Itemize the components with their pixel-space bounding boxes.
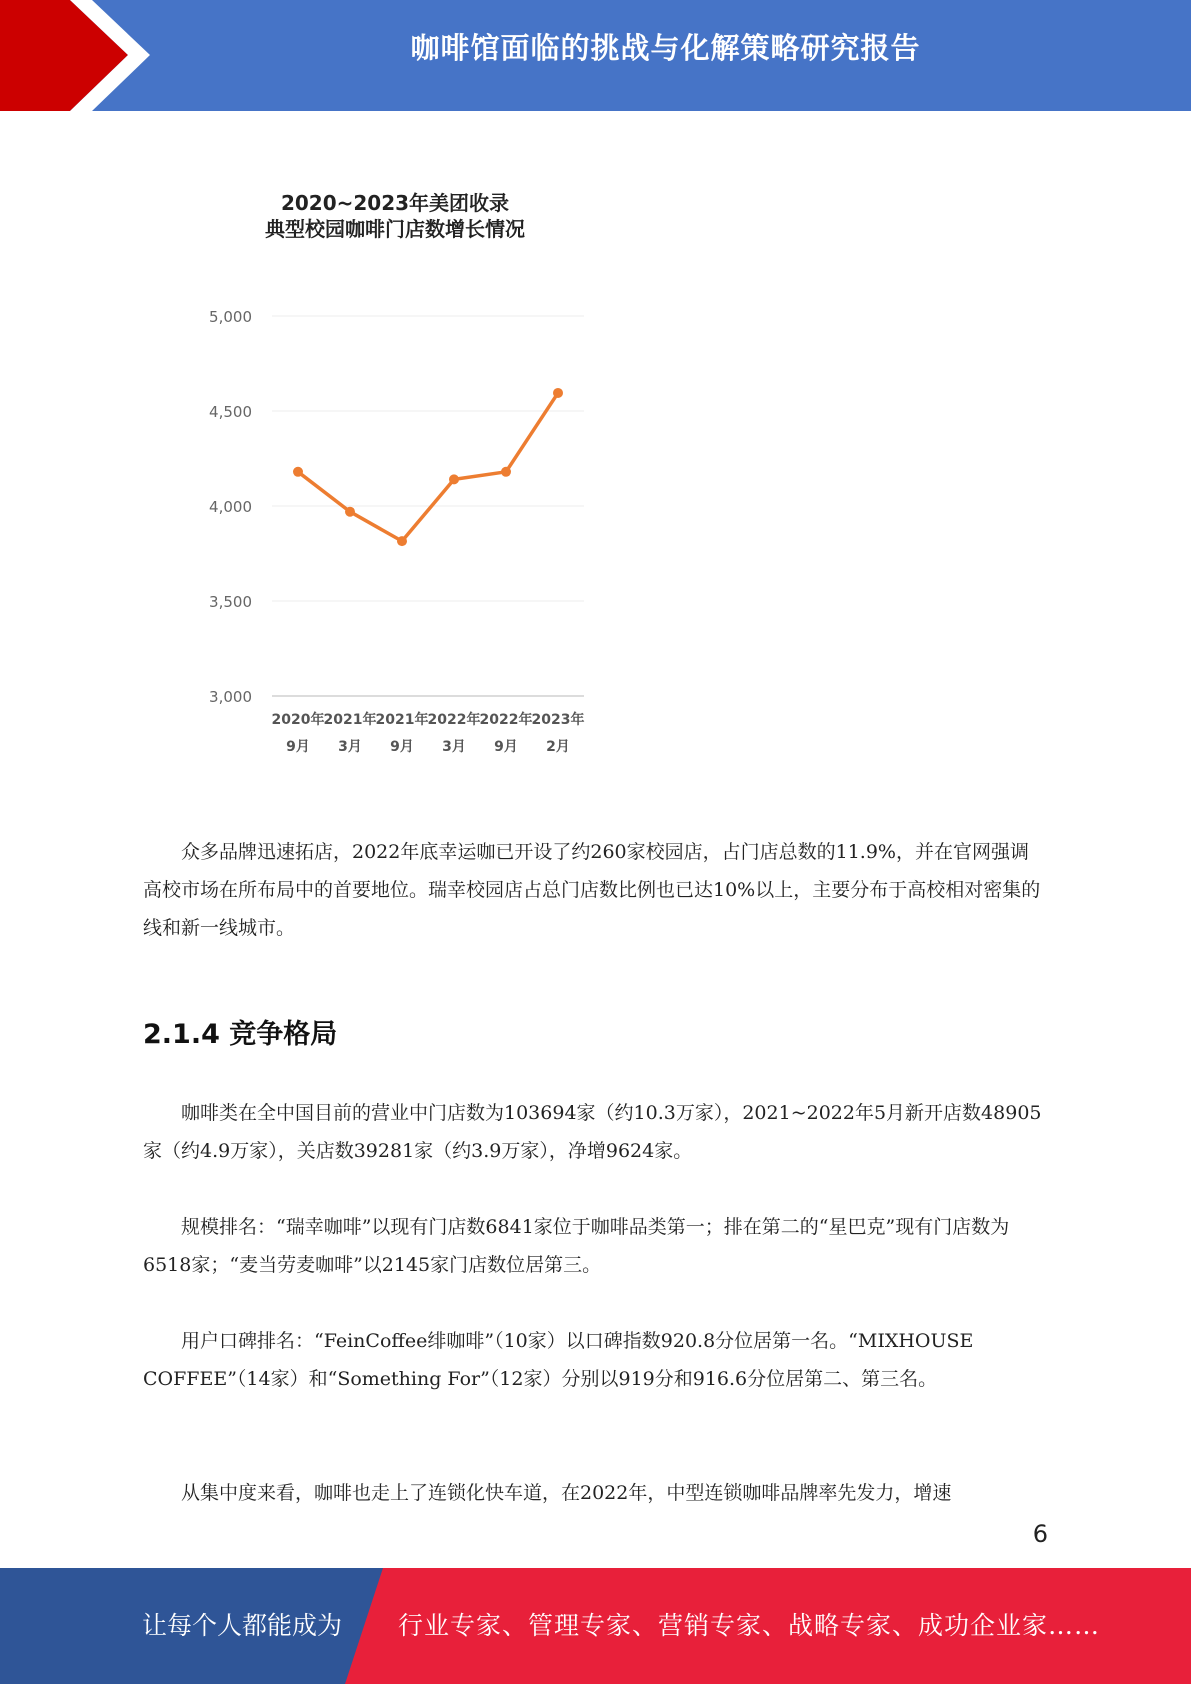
chart-svg	[180, 180, 610, 770]
chart-title-line2: 典型校园咖啡门店数增长情况	[265, 217, 525, 241]
x-tick-label: 2021年	[323, 712, 377, 728]
x-tick-label: 9月	[390, 739, 414, 755]
y-tick-label: 3,000	[209, 688, 252, 706]
line-chart	[180, 180, 610, 770]
page-footer	[0, 1568, 1191, 1684]
x-tick-label: 9月	[494, 739, 518, 755]
chart-title-line1: 2020~2023年美团收录	[280, 191, 510, 215]
series-line	[298, 393, 558, 541]
data-point	[449, 474, 459, 484]
x-tick-label: 9月	[286, 739, 310, 755]
data-point	[553, 388, 563, 398]
footer-slogan-left: 让每个人都能成为	[142, 1611, 343, 1640]
page-header	[0, 0, 1191, 111]
page-number: 6	[1032, 1520, 1048, 1548]
x-tick-label: 2022年	[427, 712, 481, 728]
x-tick-label: 2022年	[479, 712, 533, 728]
paragraph-campus-stores: 众多品牌迅速拓店，2022年底幸运咖已开设了约260家校园店，占门店总数的11.9%，并在官网强调高校市场在所布局中的首要地位。瑞幸校园店占总门店数比例也已达10%以上，主要分布于高校相对密集的线和新一线城市。	[143, 841, 1041, 939]
data-point	[293, 467, 303, 477]
y-tick-label: 4,000	[209, 498, 252, 516]
paragraph-scale-ranking: 规模排名：“瑞幸咖啡”以现有门店数6841家位于咖啡品类第一；排在第二的“星巴克”现有门店数为6518家；“麦当劳麦咖啡”以2145家门店数位居第三。	[143, 1216, 1010, 1276]
x-tick-label: 2021年	[375, 712, 429, 728]
x-tick-label: 2023年	[531, 712, 585, 728]
section-heading: 2.1.4 竞争格局	[143, 1019, 338, 1050]
paragraph-store-count: 咖啡类在全中国目前的营业中门店数为103694家（约10.3万家），2021~2022年5月新开店数48905家（约4.9万家），关店数39281家（约3.9万家），净增9624家。	[143, 1102, 1042, 1162]
report-title: 咖啡馆面临的挑战与化解策略研究报告	[410, 31, 921, 65]
paragraph-concentration: 从集中度来看，咖啡也走上了连锁化快车道，在2022年，中型连锁咖啡品牌率先发力，增速	[181, 1482, 952, 1504]
x-tick-label: 2月	[546, 739, 570, 755]
x-tick-label: 3月	[442, 739, 466, 755]
y-tick-label: 4,500	[209, 403, 252, 421]
paragraph-reputation-ranking: 用户口碑排名：“FeinCoffee绯咖啡”（10家）以口碑指数920.8分位居第一名。“MIXHOUSE COFFEE”（14家）和“Something For”（12家）分别以919分和916.6分位居第二、第三名。	[143, 1330, 974, 1390]
header-arrow-decoration	[0, 0, 160, 111]
data-point	[397, 536, 407, 546]
y-tick-label: 3,500	[209, 593, 252, 611]
y-tick-label: 5,000	[209, 308, 252, 326]
x-tick-label: 2020年	[271, 712, 325, 728]
data-point	[501, 467, 511, 477]
x-tick-label: 3月	[338, 739, 362, 755]
footer-slogan-right: 行业专家、管理专家、营销专家、战略专家、成功企业家……	[398, 1611, 1101, 1640]
data-point	[345, 507, 355, 517]
